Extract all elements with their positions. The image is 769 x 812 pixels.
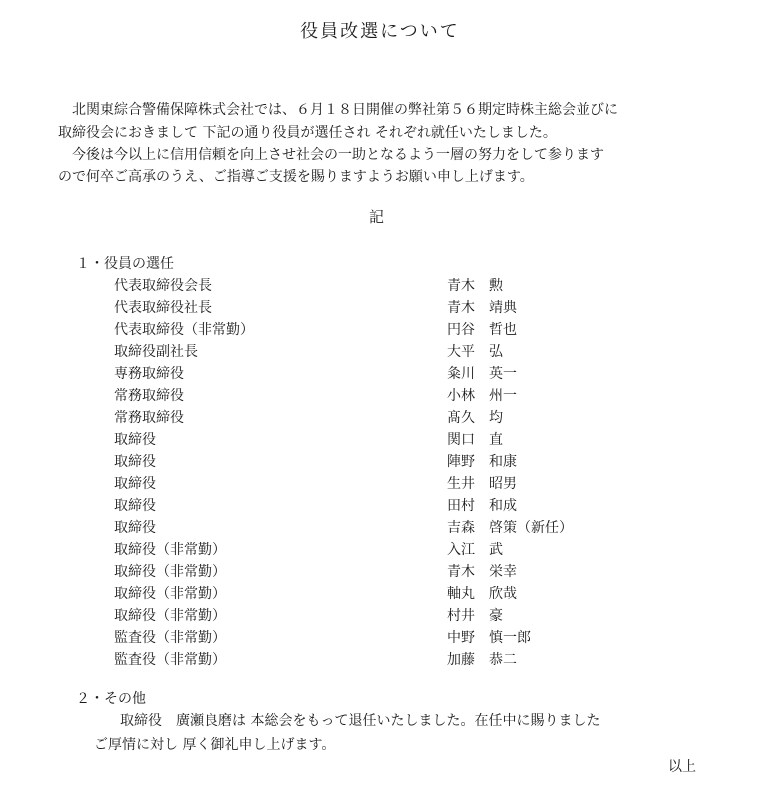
officer-role: 代表取締役社長: [114, 300, 212, 316]
officer-role: 常務取締役: [114, 410, 184, 426]
closing-ijou: 以上: [668, 759, 696, 775]
officer-role: 取締役（非常勤）: [114, 564, 226, 580]
officer-role: 監査役（非常勤）: [114, 652, 226, 668]
officer-name: 入江 武: [447, 542, 503, 558]
intro-line-2: 取締役会におきまして 下記の通り役員が選任され それぞれ就任いたしました。: [58, 125, 557, 141]
section-2-heading: ２・その他: [76, 691, 146, 707]
ki-heading: 記: [369, 208, 385, 226]
officer-name: 青木 靖典: [447, 300, 517, 316]
officer-role: 取締役（非常勤）: [114, 542, 226, 558]
officer-role: 取締役: [114, 432, 156, 448]
officer-role: 監査役（非常勤）: [114, 630, 226, 646]
officer-name: 関口 直: [447, 432, 503, 448]
officer-name: 小林 州一: [447, 388, 517, 404]
officer-role: 取締役（非常勤）: [114, 586, 226, 602]
officer-role: 常務取締役: [114, 388, 184, 404]
officer-role: 取締役: [114, 498, 156, 514]
page-title: 役員改選について: [300, 21, 460, 42]
officer-role: 取締役: [114, 454, 156, 470]
officer-name: 粂川 英一: [447, 366, 517, 382]
officer-name: 中野 慎一郎: [447, 630, 531, 646]
officer-name: 青木 栄幸: [447, 564, 517, 580]
section-1-heading: １・役員の選任: [76, 256, 174, 272]
officer-name: 生井 昭男: [447, 476, 517, 492]
officer-name: 大平 弘: [447, 344, 503, 360]
officer-name: 田村 和成: [447, 498, 517, 514]
officer-name: 陣野 和康: [447, 454, 517, 470]
officer-name: 髙久 均: [447, 410, 503, 426]
officer-role: 代表取締役会長: [114, 278, 212, 294]
officer-role: 取締役副社長: [114, 344, 198, 360]
officer-name: 加藤 恭二: [447, 652, 517, 668]
intro-line-4: ので何卒ご高承のうえ、ご指導ご支援を賜りますようお願い申し上げます。: [58, 169, 534, 185]
officer-name: 吉森 啓策（新任）: [447, 520, 573, 536]
intro-line-1: 北関東綜合警備保障株式会社では、６月１８日開催の弊社第５６期定時株主総会並びに: [58, 102, 618, 118]
intro-line-3: 今後は今以上に信用信頼を向上させ社会の一助となるよう一層の努力をして参ります: [58, 147, 604, 163]
officer-role: 取締役（非常勤）: [114, 608, 226, 624]
section-2-body-line-2: ご厚情に対し 厚く御礼申し上げます。: [94, 737, 336, 753]
officer-name: 軸丸 欣哉: [447, 586, 517, 602]
officer-name: 村井 豪: [447, 608, 503, 624]
officer-role: 取締役: [114, 476, 156, 492]
officer-role: 専務取締役: [114, 366, 184, 382]
officer-role: 代表取締役（非常勤）: [114, 322, 254, 338]
officer-name: 青木 勲: [447, 278, 503, 294]
officer-role: 取締役: [114, 520, 156, 536]
officer-name: 円谷 哲也: [447, 322, 517, 338]
section-2-body-line-1: 取締役 廣瀬良磨は 本総会をもって退任いたしました。在任中に賜りました: [120, 713, 601, 729]
